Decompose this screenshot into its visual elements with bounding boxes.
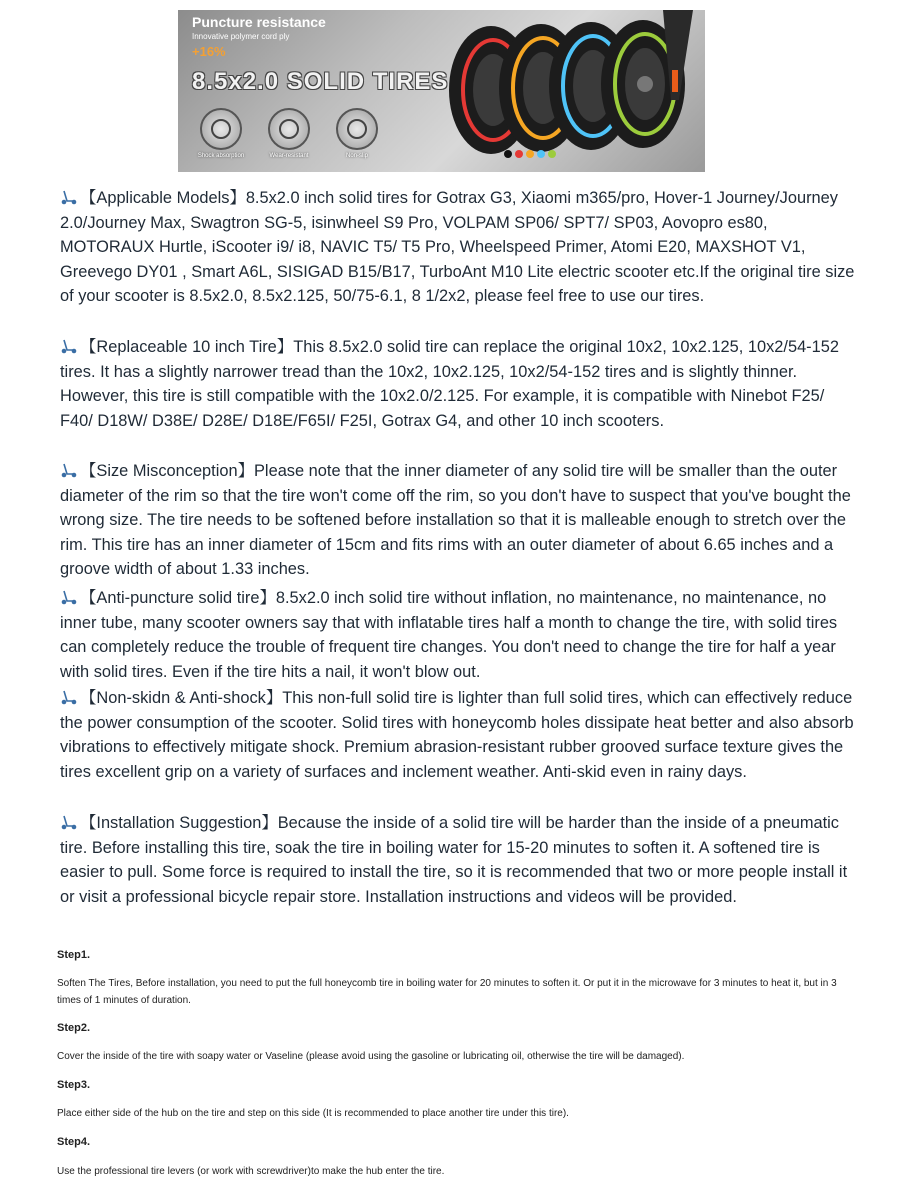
color-dot[interactable] bbox=[515, 150, 523, 158]
section-heading: 【Installation Suggestion】 bbox=[80, 814, 278, 832]
section-installation bbox=[60, 811, 860, 909]
banner-headline: 8.5x2.0 SOLID TIRES bbox=[192, 68, 449, 95]
color-dot[interactable] bbox=[537, 150, 545, 158]
step-3-text: Place either side of the hub on the tire and step on this side (It is recommended to place another tire under this tire). bbox=[57, 1108, 569, 1119]
scooter-icon bbox=[60, 339, 78, 354]
section-text: Please note that the inner diameter of any solid tire will be smaller than the outer diameter of the rim so that the tire won't come off the rim, so you don't have to suspect that you've bought the wrong size. The tire needs to be softened before installation so that it is malleable enough to stretch over the rim. This tire has an inner diameter of 15cm and fits rims with an outer diameter of about 6.65 inches and a groove width of about 1.33 inches. bbox=[60, 462, 851, 578]
feature-label: Wear-resistant bbox=[269, 153, 309, 159]
step-1-label: Step1. bbox=[57, 949, 91, 961]
section-size-misconception bbox=[60, 459, 860, 582]
wear-resistant-icon bbox=[268, 108, 310, 150]
banner-title: Puncture resistance bbox=[192, 14, 326, 30]
non-slip-icon bbox=[336, 108, 378, 150]
product-banner bbox=[178, 10, 705, 172]
section-heading: 【Size Misconception】 bbox=[80, 462, 254, 480]
step-4-label: Step4. bbox=[57, 1136, 91, 1148]
section-heading: 【Applicable Models】 bbox=[80, 189, 246, 207]
step-3-label: Step3. bbox=[57, 1079, 91, 1091]
tires-illustration bbox=[443, 10, 705, 172]
section-text: Because the inside of a solid tire will be harder than the inside of a pneumatic tire. Before installing this tire, soak the tire in boiling water for 15-20 minutes to soften it. A softened tire is easier to pull. Some force is required to install the tire, so it is recommended that two or more people install it or visit a professional bicycle repair store. Installation instructions and videos will be provided. bbox=[60, 814, 848, 906]
scooter-icon bbox=[60, 690, 78, 705]
section-text: This 8.5x2.0 solid tire can replace the original 10x2, 10x2.125, 10x2/54-152 tires. It has a slightly narrower tread than the 10x2, 10x2.125, 10x2/54-152 tires and is slightly thinner. However, this tire is still compatible with the 10x2.0/2.125. For example, it is compatible with Ninebot F25/ F40/ D18W/ D38E/ D28E/ D18E/F65I/ F25I, Gotrax G4, and other 10 inch scooters. bbox=[60, 338, 839, 430]
section-replaceable-tire bbox=[60, 335, 860, 433]
step-4-text: Use the professional tire levers (or work with screwdriver)to make the hub enter the tire. bbox=[57, 1166, 445, 1177]
feature-label: Non-slip bbox=[345, 153, 368, 159]
step-2-label: Step2. bbox=[57, 1022, 91, 1034]
scooter-icon bbox=[60, 815, 78, 830]
section-text: 8.5x2.0 inch solid tires for Gotrax G3, Xiaomi m365/pro, Hover-1 Journey/Journey 2.0/Journey Max, Swagtron SG-5, isinwheel S9 Pro, VOLPAM SP06/ SPT7/ SP03, Aovopro es80, MOTORAUX Hurtle, iScooter i9/ i8, NAVIC T5/ T5 Pro, Wheelspeed Primer, Atomi E20, MAXSHOT V1, Greevego DY01 , Smart A6L, SISIGAD B15/B17, TurboAnt M10 Lite electric scooter etc.If the original tire size of your scooter is 8.5x2.0, 8.5x2.125, 50/75-6.1, 8 1/2x2, please feel free to use our tires. bbox=[60, 189, 855, 305]
color-dot[interactable] bbox=[526, 150, 534, 158]
section-text: 8.5x2.0 inch solid tire without inflation, no maintenance, no maintenance, no inner tube, many scooter owners say that with inflatable tires half a month to change the tire, with solid tires can completely reduce the trouble of frequent tire changes. You don't need to change the tire for half a year with solid tires. Even if the tire hits a nail, it won't blow out. bbox=[60, 589, 838, 681]
section-non-skid bbox=[60, 686, 860, 784]
section-anti-puncture bbox=[60, 586, 860, 684]
color-dot[interactable] bbox=[548, 150, 556, 158]
feature-non-slip bbox=[330, 108, 384, 159]
section-text: This non-full solid tire is lighter than full solid tires, which can effectively reduce the power consumption of the scooter. Solid tires with honeycomb holes dissipate heat better and also absorb vibrations to effectively mitigate shock. Premium abrasion-resistant rubber grooved surface texture gives the tires excellent grip on a variety of surfaces and inclement weather. Anti-skid even in rainy days. bbox=[60, 689, 854, 781]
step-1-text: Soften The Tires, Before installation, you need to put the full honeycomb tire in boiling water for 20 minutes to soften it. Or put it in the microwave for 3 minutes to heat it, but in 3 times of 1 minutes of duration. bbox=[57, 978, 837, 1006]
scooter-icon bbox=[60, 463, 78, 478]
scooter-icon bbox=[60, 590, 78, 605]
banner-percent: +16% bbox=[192, 44, 226, 59]
feature-label: Shock absorption bbox=[197, 153, 245, 159]
feature-wear-resistant bbox=[262, 108, 316, 159]
section-heading: 【Replaceable 10 inch Tire】 bbox=[80, 338, 294, 356]
feature-shock-absorption bbox=[194, 108, 248, 159]
fork-light bbox=[672, 70, 678, 92]
step-2-text: Cover the inside of the tire with soapy water or Vaseline (please avoid using the gasoline or lubricating oil, otherwise the tire will be damaged). bbox=[57, 1051, 685, 1062]
section-heading: 【Anti-puncture solid tire】 bbox=[80, 589, 276, 607]
section-heading: 【Non-skidn & Anti-shock】 bbox=[80, 689, 283, 707]
shock-absorption-icon bbox=[200, 108, 242, 150]
banner-subtitle: Innovative polymer cord ply bbox=[192, 32, 290, 41]
color-dot[interactable] bbox=[504, 150, 512, 158]
color-options bbox=[504, 150, 556, 158]
scooter-icon bbox=[60, 190, 78, 205]
section-applicable-models bbox=[60, 186, 860, 309]
